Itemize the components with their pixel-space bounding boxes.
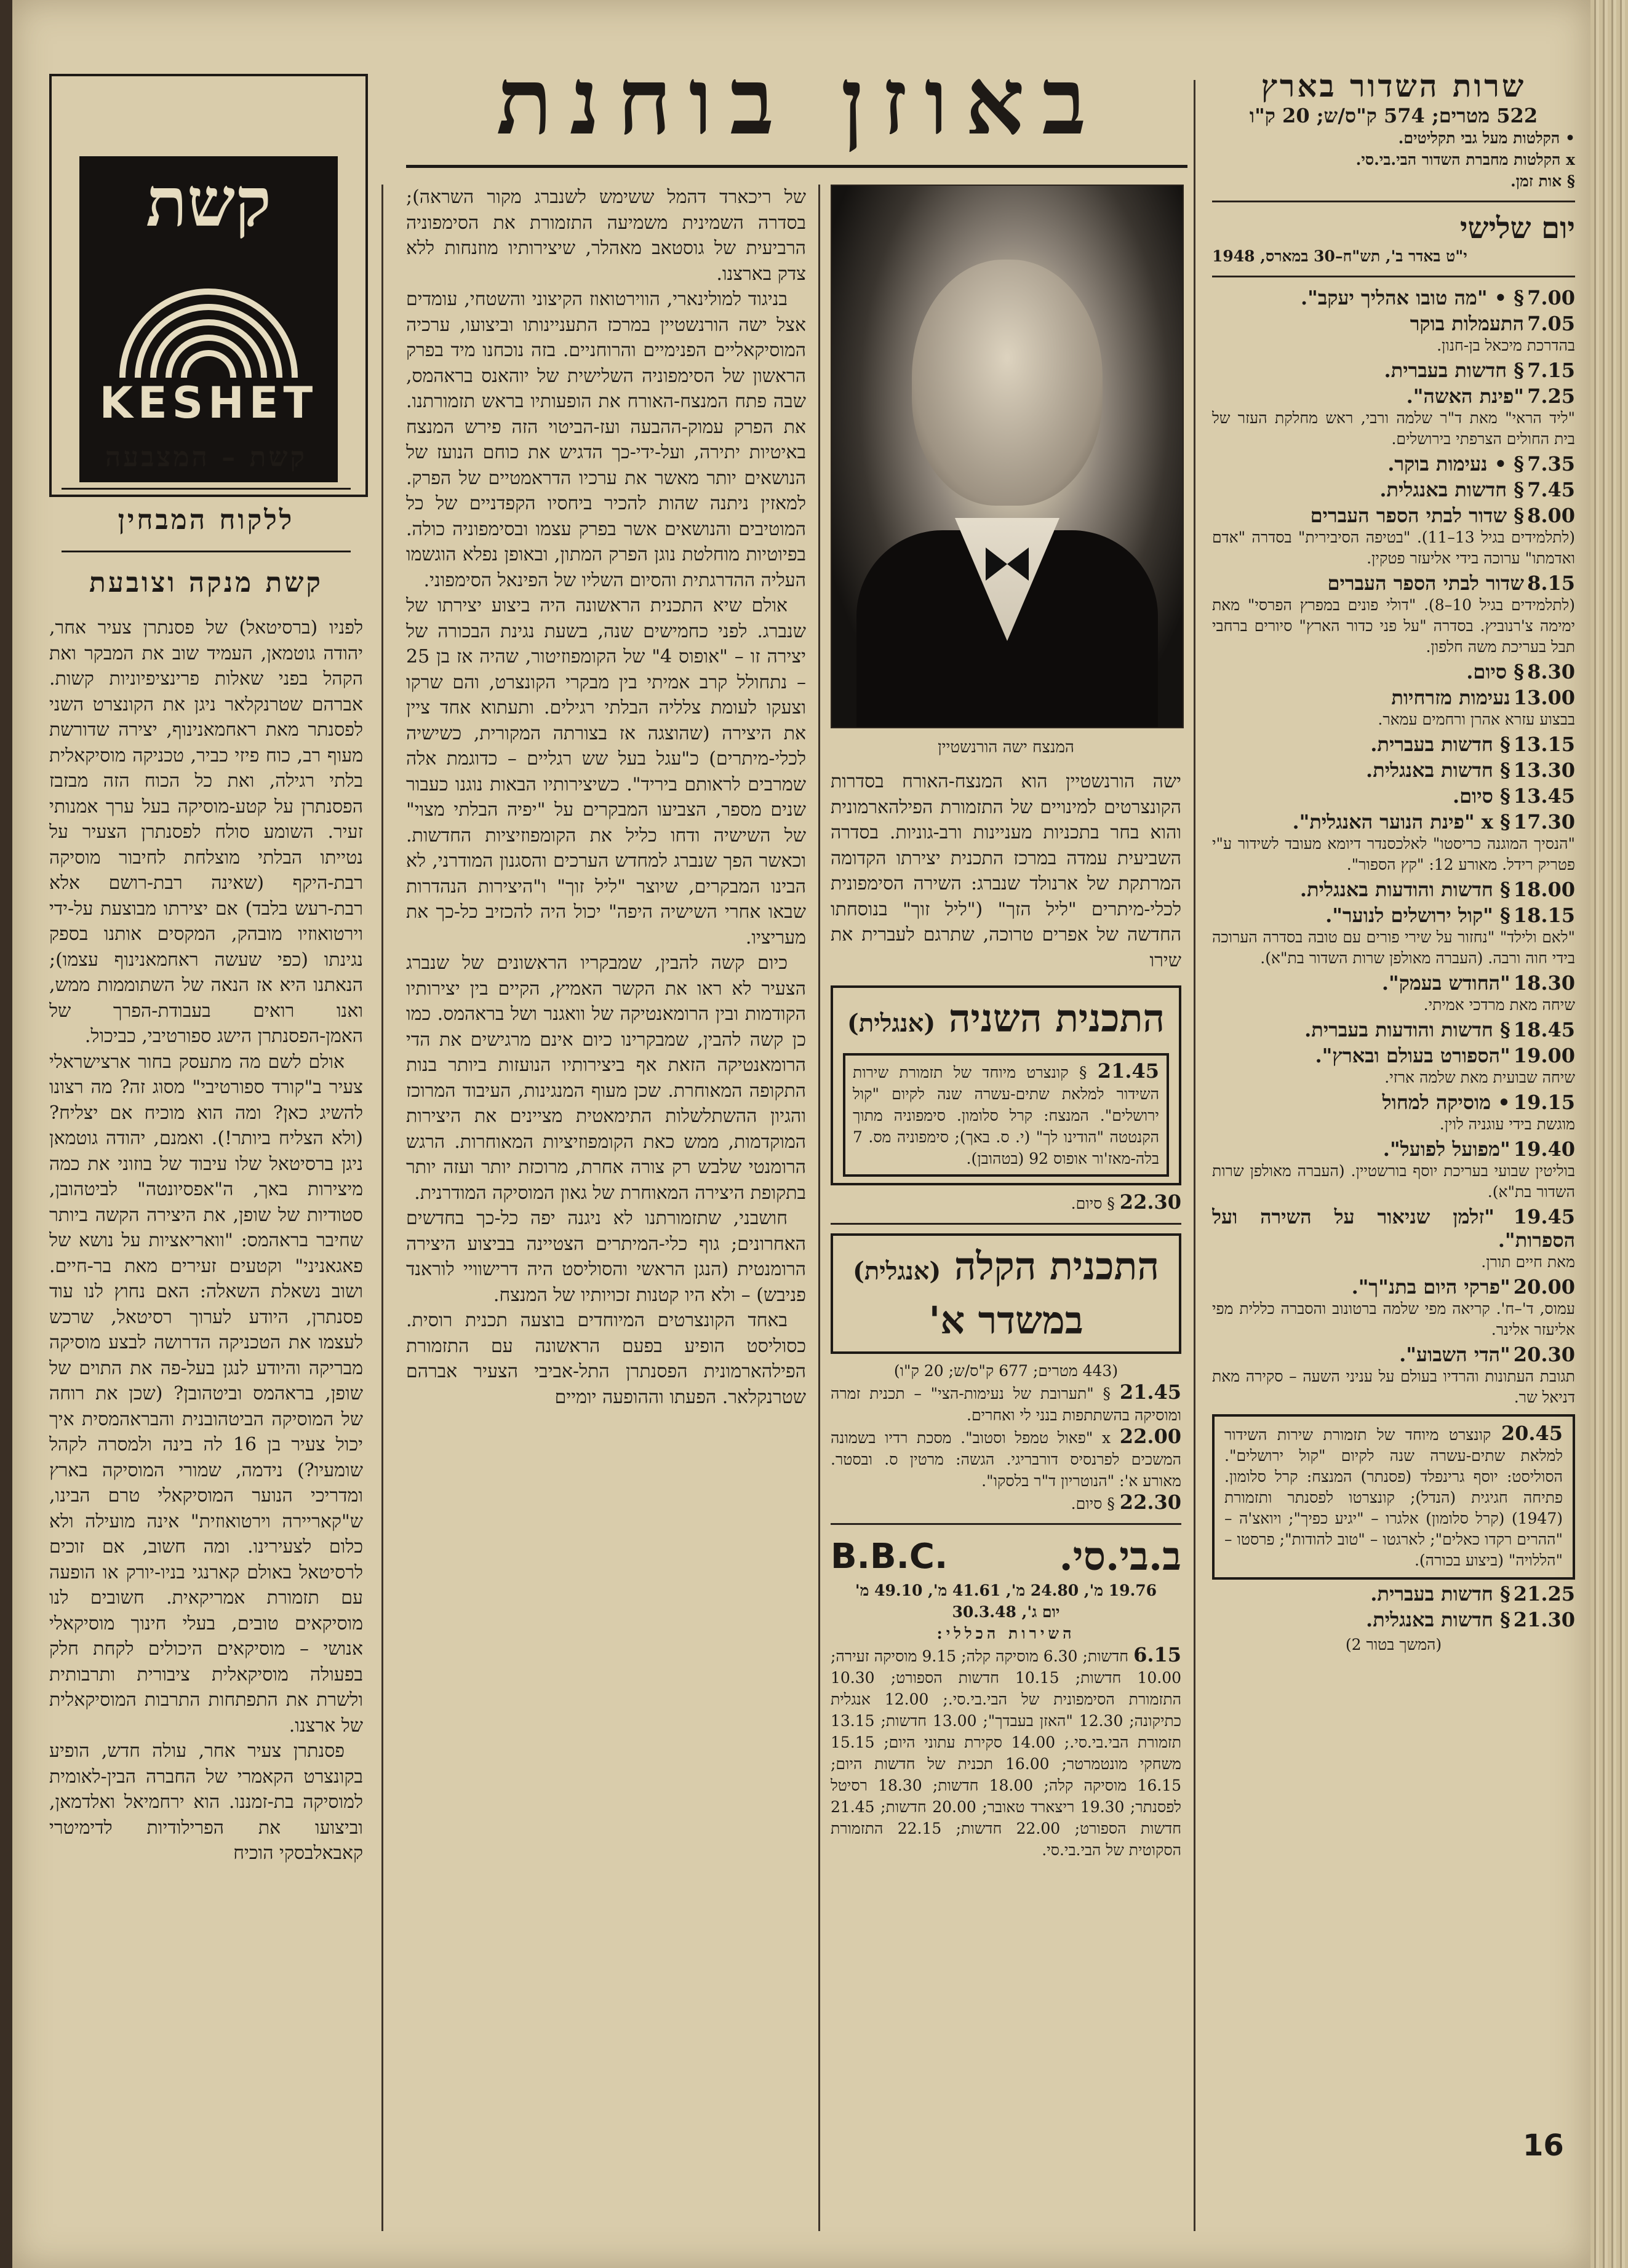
schedule-item-description: שיחה שבועית מאת שלמה ארזי. [1384, 1068, 1575, 1086]
column-divider [818, 185, 820, 2231]
schedule-date: י"ט באדר ב', תש"ח–30 במארס, 1948 [1212, 247, 1467, 265]
schedule-item-time: 19.40 [1513, 1137, 1575, 1161]
schedule-item [1212, 1044, 1575, 1088]
page-title: באוזן בוחנת [496, 47, 1104, 156]
schedule-legend-item: § אות זמן. [1510, 172, 1575, 190]
schedule-item [1212, 1018, 1575, 1041]
schedule-item-title: § חדשות באנגלית. [1379, 478, 1524, 501]
schedule-item-title: § חדשות והודעות בעברית. [1304, 1018, 1510, 1041]
title-rule [406, 165, 1187, 168]
schedule-item-title: התעמלות בוקר [1410, 312, 1524, 335]
article-paragraph: בניגוד למולינארי, הווירטואוז הקיצוני והשטחי, עומדים אצל ישה הורנשטיין במרכז התעניינותו וביצועו, ערכיה המוסיקאליים הפנימיים והרוחניים. בזה נוכחנו מיד בפרק הראשון של הסימפוניה השלישית של יוהאנס בראהמס, שבה פתח המנצח-האורח את הופעותיו בראש תזמורתנו. את הפרק עמוק-ההבעה ועז-הביטוי הזה פירש המנצח באיטיות יתירה, ועל-ידי-כך הדגיש את כוחם הנועז של הנושאים יותר מאשר את ערכיו הדראמטיים של הפרק. למאזין ניתנה שהות להכיר ביחסיו הקפדניים של כל המוטיבים והנושאים אשר בפרק עצמו ובסימפוניה כולה. בפיוטיות מוחלטת נוגן הפרק המתון, ובאופן נפלא הוגשמו העליה ההדרגתית והסיום השליו של הפינאל הסימפוני. [406, 288, 806, 591]
bbc-title-hebrew: ב.בי.סי. [1059, 1534, 1181, 1580]
schedule-item-time: 19.00 [1513, 1044, 1575, 1067]
schedule-item-time: 7.00 [1527, 286, 1575, 309]
ad-line: קשת – המצבעה [105, 442, 308, 473]
schedule-item [1212, 504, 1575, 569]
schedule-item [1212, 384, 1575, 450]
schedule-item-description: "לאם ולילד" "נחזור על שירי פורים עם טובה בסדרה הערוכה בידי חוה ורבה. (העברה מאולפן שרות השדור בת"א). [1212, 928, 1575, 967]
schedule-item-time: 18.30 [1513, 971, 1575, 995]
schedule-item [1212, 904, 1575, 969]
article-paragraph: של ריכארד דהמל ששימש לשנברג מקור השראה); בסדרה השמינית משמיעה התזמורת את הסימפוניה הרביעית של גוסטאב מאהלר, שיצירותיו מוזנחות ללא צדק בארצנו. [406, 186, 806, 285]
schedule-item-time: 13.30 [1513, 758, 1575, 782]
schedule-item-time: 19.45 [1513, 1205, 1575, 1228]
schedule-item-title: "זלמן שניאור על השירה ועל הספרות". [1212, 1205, 1575, 1252]
light-program-box [831, 1233, 1181, 1354]
continued-note: (המשך בטור 2) [1345, 1636, 1442, 1653]
schedule-item-title: § שדור לבתי הספר העברים [1310, 504, 1524, 527]
schedule-item-time: 7.25 [1527, 384, 1575, 408]
schedule-item-time: 7.45 [1527, 478, 1575, 501]
schedule-item [1212, 784, 1575, 808]
bbc-frequencies: 19.76 מ', 24.80 מ', 41.61 מ', 49.10 מ' [855, 1582, 1157, 1599]
article-column-left [49, 615, 363, 2214]
schedule-item-time: 7.35 [1527, 452, 1575, 475]
schedule-item-description: בבצוע עזרא אהרן ורחמים עמאר. [1378, 710, 1575, 728]
schedule-legend-item: • הקלטות מעל גבי תקליטים. [1398, 129, 1575, 147]
schedule-header: שרות השדור בארץ [1261, 68, 1526, 104]
program-item: 21.25 § חדשות בעברית. [1370, 1582, 1575, 1606]
schedule-item-time: 20.30 [1513, 1343, 1575, 1366]
schedule-item-time: 13.15 [1513, 733, 1575, 756]
light-program-subtitle: במשדר א' [928, 1298, 1083, 1343]
second-program-concert: 21.45 § קונצרט מיוחד של תזמורת שירות השידור למלאת שתים-עשרה שנה לקיום "קול ירושלים". המנצח: קרל סלומון. סימפוניה מתוך הקנטטה "הודינו לך" (י. ס. באך); סימפוניה מס. 7 בלה-מאז'ור אופוס 92 (בטהובן). [843, 1053, 1169, 1177]
program-item: 21.45 § "תערובת של נעימות-הצי" – תכנית זמרה ומוסיקה בהשתתפות בנני לי ואחרים. [831, 1380, 1181, 1424]
schedule-item-title: § חדשות והודעות באנגלית. [1299, 878, 1510, 901]
schedule-item-time: 13.45 [1513, 784, 1575, 808]
magazine-page [12, 0, 1590, 2268]
bbc-header [831, 1534, 1181, 1580]
schedule-item [1212, 660, 1575, 683]
schedule-item-title: • מוסיקה למחול [1382, 1091, 1510, 1114]
schedule-item-title: "פינת האשה". [1406, 384, 1524, 408]
second-program-title: התכנית השניה (אנגלית) [847, 996, 1165, 1041]
schedule-item-title: § סיום. [1452, 784, 1510, 808]
schedule-item-description: "ליד הראי" מאת ד"ר שלמה ורבי, ראש מחלקת העזר של בית החולים הצרפתי בירושלים. [1212, 409, 1575, 448]
program-item: 21.30 § חדשות באנגלית. [1366, 1608, 1575, 1631]
center-column [831, 769, 1181, 2214]
schedule-item-title: § x "פינת הנוער האנגלית". [1292, 810, 1510, 834]
section-divider [1212, 276, 1575, 277]
light-program-meta: (443 מטרים; 677 ק"ס/ש; 20 ק"ו) [893, 1362, 1119, 1380]
schedule-legend-item: x הקלטות מחברת השדור הבי.בי.סי. [1355, 151, 1575, 169]
schedule-item-title: § "קול ירושלים לנוער". [1325, 904, 1510, 927]
schedule-item [1212, 452, 1575, 475]
article-paragraph: אולם שיא התכנית הראשונה היה ביצוע יצירתו של שנברג. לפני כחמישים שנה, בשעת נגינת הבכורה של יצירה זו – "אופוס 4" של הקומפוזיטור, שהיה אז בן 25 – נתחולל קרב אמיתי בין מבקרי הקונצרט, והם שרקו וצעקו לעומת צלליה הבלתי רגילים. ותעתוא אחד ציין את היצירה (שהוצגה אז בצורתה המקורית, כשישיה לכלי-מיתרים) כ"עגל בעל שש רגליים – כדוגמת אלה שמרבים לראותם ביריד". כשיצירותיו הבאות נוגנו כעבור שנים מספר, הצביעו המבקרים על "יפיה הבלתי מצוי" של השישיה ודחו כליל את הקומפוזיציות החדשות. וכאשר הפך שנברג למחדש הערכים והסגנון המודרני, לא הבינו המבקרים, שיוצר "ליל זוך" ו"היצירות הנהדרות שבאו אחרי השישיה היפה" יכול היה להכזיב כל-כך את מעריציו. [406, 595, 806, 949]
schedule-item [1212, 686, 1575, 730]
schedule-item-description: עמוס, ד'–ח'. קריאה מפי שלמה ברטונוב והסברה כללית מפי אליעזר אלינר. [1212, 1300, 1575, 1339]
schedule-item-title: שדור לבתי הספר העברים [1327, 571, 1524, 595]
page-number: 16 [1523, 2128, 1564, 2163]
schedule-item [1212, 571, 1575, 658]
schedule-item-description: (לתלמידים בגיל 13–11). "בטיפה הסיבירית" בסדרה "אדם ואדמתו" ערוכה בידי אליעזר פטקין. [1212, 528, 1575, 567]
ad-line: ללקוח המבחין [118, 504, 295, 536]
bbc-service: השירות הכללי: [936, 1625, 1075, 1642]
conductor-photo [831, 185, 1184, 728]
schedule-day: יום שלישי [1459, 211, 1575, 245]
schedule-item-time: 8.15 [1527, 571, 1575, 595]
schedule-item-title: § סיום. [1466, 660, 1524, 683]
schedule-item [1212, 1205, 1575, 1273]
program-item: 22.30 § סיום. [1071, 1190, 1181, 1214]
keshet-logo-english: KESHET [99, 378, 318, 428]
schedule-item-title: § חדשות בעברית. [1384, 359, 1524, 382]
column-divider [1194, 80, 1195, 2231]
article-paragraph: כיום קשה להבין, שמבקריו הראשונים של שנברג הצעיר לא ראו את הקשר האמיץ, הקיים בין יצירותיו הקודמות ובין הרומאנטיקה של וואגנר ושל בראהמס. כמו כן קשה להבין, שמבקרינו כיום אינם מרגישים את הדי הרומאנטיקה הזאת אף ביצירותיו הנועזות ביותר בנות התקופה המאוחרת. שכן מעוף המנגינות, העיבוד המרוכז והגיון ההשתלשלות התימאטית מציינים את היצירות המוקדמות, ממש כאת הקומפוזיציות המאוחרות. הרגש הרומנטי שלבש רק צורה אחרת, מרוכזת יותר ועזה יותר בתקופת היצירה המאוחרת של גאון המוסיקה המודרנית. [406, 952, 806, 1204]
schedule-item-description: מוגשת בידי עוגניה לוין. [1439, 1115, 1575, 1133]
schedule-item-time: 19.15 [1513, 1091, 1575, 1114]
schedule-item-title: § חדשות בעברית. [1370, 733, 1510, 756]
photo-face [912, 260, 1103, 506]
schedule-item-title: "הספורט בעולם ובארץ". [1315, 1044, 1510, 1067]
schedule-item [1212, 286, 1575, 309]
schedule-item-time: 7.15 [1527, 359, 1575, 382]
second-program-box [831, 985, 1181, 1185]
section-divider [831, 1523, 1181, 1525]
schedule-item-time: 18.15 [1513, 904, 1575, 927]
schedule-item-title: נעימות מזרחיות [1391, 686, 1510, 709]
schedule-item-title: § • "מה טובו אהליך יעקב". [1301, 286, 1524, 309]
schedule-item [1212, 1275, 1575, 1340]
schedule-item-description: תגובת העתונות והרדיו בעולם על עניני השעה – סקירה מאת דניאל שר. [1212, 1367, 1575, 1406]
section-divider [831, 1223, 1181, 1225]
book-page-edges [1590, 0, 1628, 2268]
program-item: 22.30 § סיום. [1071, 1490, 1181, 1514]
schedule-item-title: § חדשות באנגלית. [1366, 758, 1510, 782]
light-program-title: התכנית הקלה (אנגלית) [852, 1244, 1160, 1289]
article-column-middle [406, 185, 806, 2214]
schedule-item-time: 18.45 [1513, 1018, 1575, 1041]
bbc-schedule: 6.15 חדשות; 6.30 מוסיקה קלה; 9.15 מוסיקה זעירה; 10.00 חדשות; 10.15 חדשות הספורט; 10.30 התזמורת הסימפונית של הבי.בי.סי.; 12.00 אנגלית כתיקונה; 12.30 "האזן בעבדך"; 13.00 חדשות; 13.15 תזמורת הבי.בי.סי.; 14.00 סקירת עתוני היום; 15.15 משחקי מונטמרטר; 16.00 תכנית של חדשות היום; 16.15 מוסיקה קלה; 18.00 חדשות; 18.30 רסיטל לפסנתר; 19.30 ריצארד טאובר; 20.00 חדשות; 21.45 חדשות הספורט; 22.00 חדשות; 22.15 התזמורת הסקוטית של הבי.בי.סי. [831, 1643, 1181, 1859]
schedule-item-title: "פרקי היום בתנ"ך". [1351, 1275, 1510, 1299]
article-paragraph: באחד הקונצרטים המיוחדים בוצעה תכנית רוסית. כסוליסט הופיע בפעם הראשונה עם התזמורת הפילהארמונית הפסנתרן התל-אביבי הצעיר אברהם שטרנקלאר. הפעתו וההופעה יומיים [406, 1310, 806, 1408]
schedule-item [1212, 478, 1575, 501]
article-intro: ישה הורנשטיין הוא המנצח-האורח בסדרות הקונצרטים למינויים של התזמורת הפילהארמונית והוא בחר בתכניות מעניינות ורב-גוניות. בסדרה השביעית עמדה במרכז התכנית יצירתו הקדומה המרתקת של ארנולד שנברג: השירה הסימפונית לכלי-מיתרים "ליל הזך" ("ליל זוך" בנוסחתו החדשה של אפרים טרוכה, שתרגם לעברית את שירו [831, 771, 1181, 971]
program-item: 22.00 x "פאול טמפל וסטוב". מסכת רדיו בשמונה המשכים לפרנסיס דורבריגי. הגשה: מרטין ס. ובסטר. מאורע א': "הנוטריון ד"ר בלסקו". [831, 1425, 1181, 1490]
schedule-item [1212, 1137, 1575, 1203]
schedule-list [1212, 286, 1575, 1408]
ad-divider [62, 488, 351, 490]
column-divider [381, 185, 383, 2231]
schedule-item-title: § • נעימות בוקר. [1387, 452, 1524, 475]
article-paragraph: לפניו (ברסיטאל) של פסנתרן צעיר אחר, יהודה גוטמאן, העמיד שוב את המבקר ואת הקהל בפני שאלות פרינציפיוניות קשות. אברהם שטרנקלאר ניגן את הקונצרט השני לפסנתר מאת ראחמאנינוף, יצירה שדורשת מעוף רב, כוח פיזי כביר, טכניקה מוסיקאלית בלתי רגילה, ואת כל הכוח הזה מבזבז הפסנתרן על קטע-מוסיקה בעל ערך אמנותי זעיר. השומע סולח לפסנתרן הצעיר על נטייתו הבלתי מוצלחת לחיבור מוסיקה רבת-היקף (שאינה רבת-רושם אלא רבת-רעש בלבד) אם יצירתו מבוצעת על-ידי וירטואוזיו מובהק, המקסים אותנו בספק נגינתו (כפי שעשה ראחמאנינוף עצמו); הנאתנו היא אז הנאה של השתוממות ממש, ואנו רואים בעבודת-הפרך של האמן-הפסנתרן הישג ספורטיבי, כביכול. [49, 617, 363, 1047]
schedule-item [1212, 1091, 1575, 1135]
schedule-item-title: "מפועל לפועל". [1383, 1137, 1510, 1161]
schedule-item [1212, 312, 1575, 356]
article-paragraph: חושבני, שתזמורתנו לא ניגנה יפה כל-כך בחדשים האחרונים; גוף כלי-המיתרים הצטיינה בביצוע היצירה הרומנטית (הנגן הראשי והסוליסט היה דרישוויי לוראנד פניבש) – ולא היו קטנות זכויותיו של המנצח. [406, 1208, 806, 1306]
schedule-item-description: מאת חיים תורן. [1481, 1253, 1575, 1271]
broadcast-schedule [1212, 68, 1575, 2208]
article-paragraph: פסנתרן צעיר אחר, עולה חדש, הופיע בקונצרט הקאמרי של החברה הבין-לאומית למוסיקה בת-זמננו. הוא ירחמיאל ואלדמאן, וביצועו את הפרילודיות לדימיטרי קאבאלבסקי הוכיח [49, 1740, 363, 1864]
schedule-frequencies: 522 מטרים; 574 ק"ס/ש; 20 ק"ו [1249, 104, 1538, 127]
schedule-item-time: 8.30 [1527, 660, 1575, 683]
schedule-item [1212, 359, 1575, 382]
schedule-item [1212, 758, 1575, 782]
schedule-item-title: "הדי השבוע". [1399, 1343, 1510, 1366]
schedule-item [1212, 971, 1575, 1016]
section-divider [1212, 201, 1575, 202]
ad-divider [62, 551, 351, 552]
schedule-item [1212, 733, 1575, 756]
schedule-item-time: 13.00 [1513, 686, 1575, 709]
schedule-item-time: 7.05 [1527, 312, 1575, 335]
schedule-item [1212, 1343, 1575, 1408]
schedule-item-description: (לתלמידים בגיל 10–8). "דולי פונים במפרץ הפרסי" מאת ימימה צ'רנוביץ. בסדרה "על פני כדור הארץ" סיורים ברחבי תבל בעריכת משה חלפון. [1212, 596, 1575, 656]
schedule-item-time: 18.00 [1513, 878, 1575, 901]
schedule-item-time: 20.00 [1513, 1275, 1575, 1299]
schedule-item-title: "החודש בעמק". [1381, 971, 1510, 995]
photo-caption: המנצח ישה הורנשטיין [938, 738, 1074, 757]
special-concert-box: 20.45 קונצרט מיוחד של תזמורת שירות השידור למלאת שתים-עשרה שנה לקיום "קול ירושלים". הסוליסט: יוסף גרינפלד (פסנתר) המנצח: קרל סלומון. פתיחה חגיגית (הנדל); קונצרטו לפסנתר ותזמורת (1947) (קרל סלומון) אלגרו – "יגיע כפיך"; ויואצ'ה – "ההרים רקדו כאלים"; לארגטו – "טוב להודות"; פרסטו – "הללויה" (ביצוע בכורה). [1212, 1414, 1575, 1580]
article-paragraph: אולם לשם מה מתעסק בחור ארצישראלי צעיר ב"קורד ספורטיבי" מסוג זה? מה רצונו להשיג כאן? ומה הוא מוכיח אם יצליח? (ולא הצליח ביותר!). ואמנם, יהודה גוטמאן ניגן ברסיטאל שלו עיבוד של בוזוני את כמה מיצירות באך, ה"אפסיונטה" לביטהובן, סטודיות של שופן, את היצירה הקשה ביותר שחיבר בראהמס: "וואריאציות על נושא של פאגאניני" וקטעים זעירים מאת בר-חיים. ושוב נשאלת השאלה: האם נחוץ לנו עוד פסנתרן, היודע לערוך רסיטאל, שרכש לעצמו את הטכניקה הדרושה לבצע מוסיקה מבריקה והיודע לנגן בעל-פה את התוים של שופן, בראהמס וביטהובן? (שכן את רוחה של המוסיקה הביטהובנית והבראהמסית איך יכול צעיר בן 16 לה בינה ולמסרה לקהל שומעיו?) נידמה, שמורי המוסיקה בארץ ומדריכי הנוער המוסיקאלי טרם הבינו, ש"קאריירה וירטואוזית" אינה מועילה ולא כלום לצעירינו. ומה חשוב, אם זוכים לרסיטאל באולם קארנגי בניו-יורק או הופעה עם תזמורת אמריקאית. חשובים לנו מוסיקאים טובים, בעלי חינוך מוסיקאלי אנושי – מוסיקאים היכולים לקחת חלק בפעולה מוסיקאלית ציבורית ותרבותית ולשרת את התפתחות התרבות המוסיקאלית של ארצנו. [49, 1051, 363, 1737]
keshet-logo-hebrew: קשת [146, 162, 271, 242]
ad-line: קשת מנקה וצובעת [89, 567, 323, 599]
schedule-item-description: בוליטין שבועי בעריכת יוסף בורשטיין. (העברה מאולפן שרות השדור בת"א). [1212, 1162, 1575, 1201]
keshet-ad-lines [49, 431, 363, 610]
schedule-item [1212, 810, 1575, 875]
rainbow-icon [116, 285, 301, 378]
schedule-item-description: שיחה מאת מרדכי אמיתי. [1423, 996, 1575, 1014]
bbc-title-english: B.B.C. [831, 1537, 948, 1577]
schedule-item-time: 17.30 [1513, 810, 1575, 834]
schedule-item-time: 8.00 [1527, 504, 1575, 527]
schedule-item-description: "הנסיך המוגנה כריסטו" לאלכסנדר דיומא מעובד לשידור ע"י פטריק רידל. מאורע 12: "קץ הספור". [1212, 835, 1575, 873]
schedule-item-description: בהדרכת מיכאל בן-חנון. [1437, 336, 1575, 354]
bbc-date: יום ג', 30.3.48 [952, 1603, 1060, 1621]
schedule-item [1212, 878, 1575, 901]
